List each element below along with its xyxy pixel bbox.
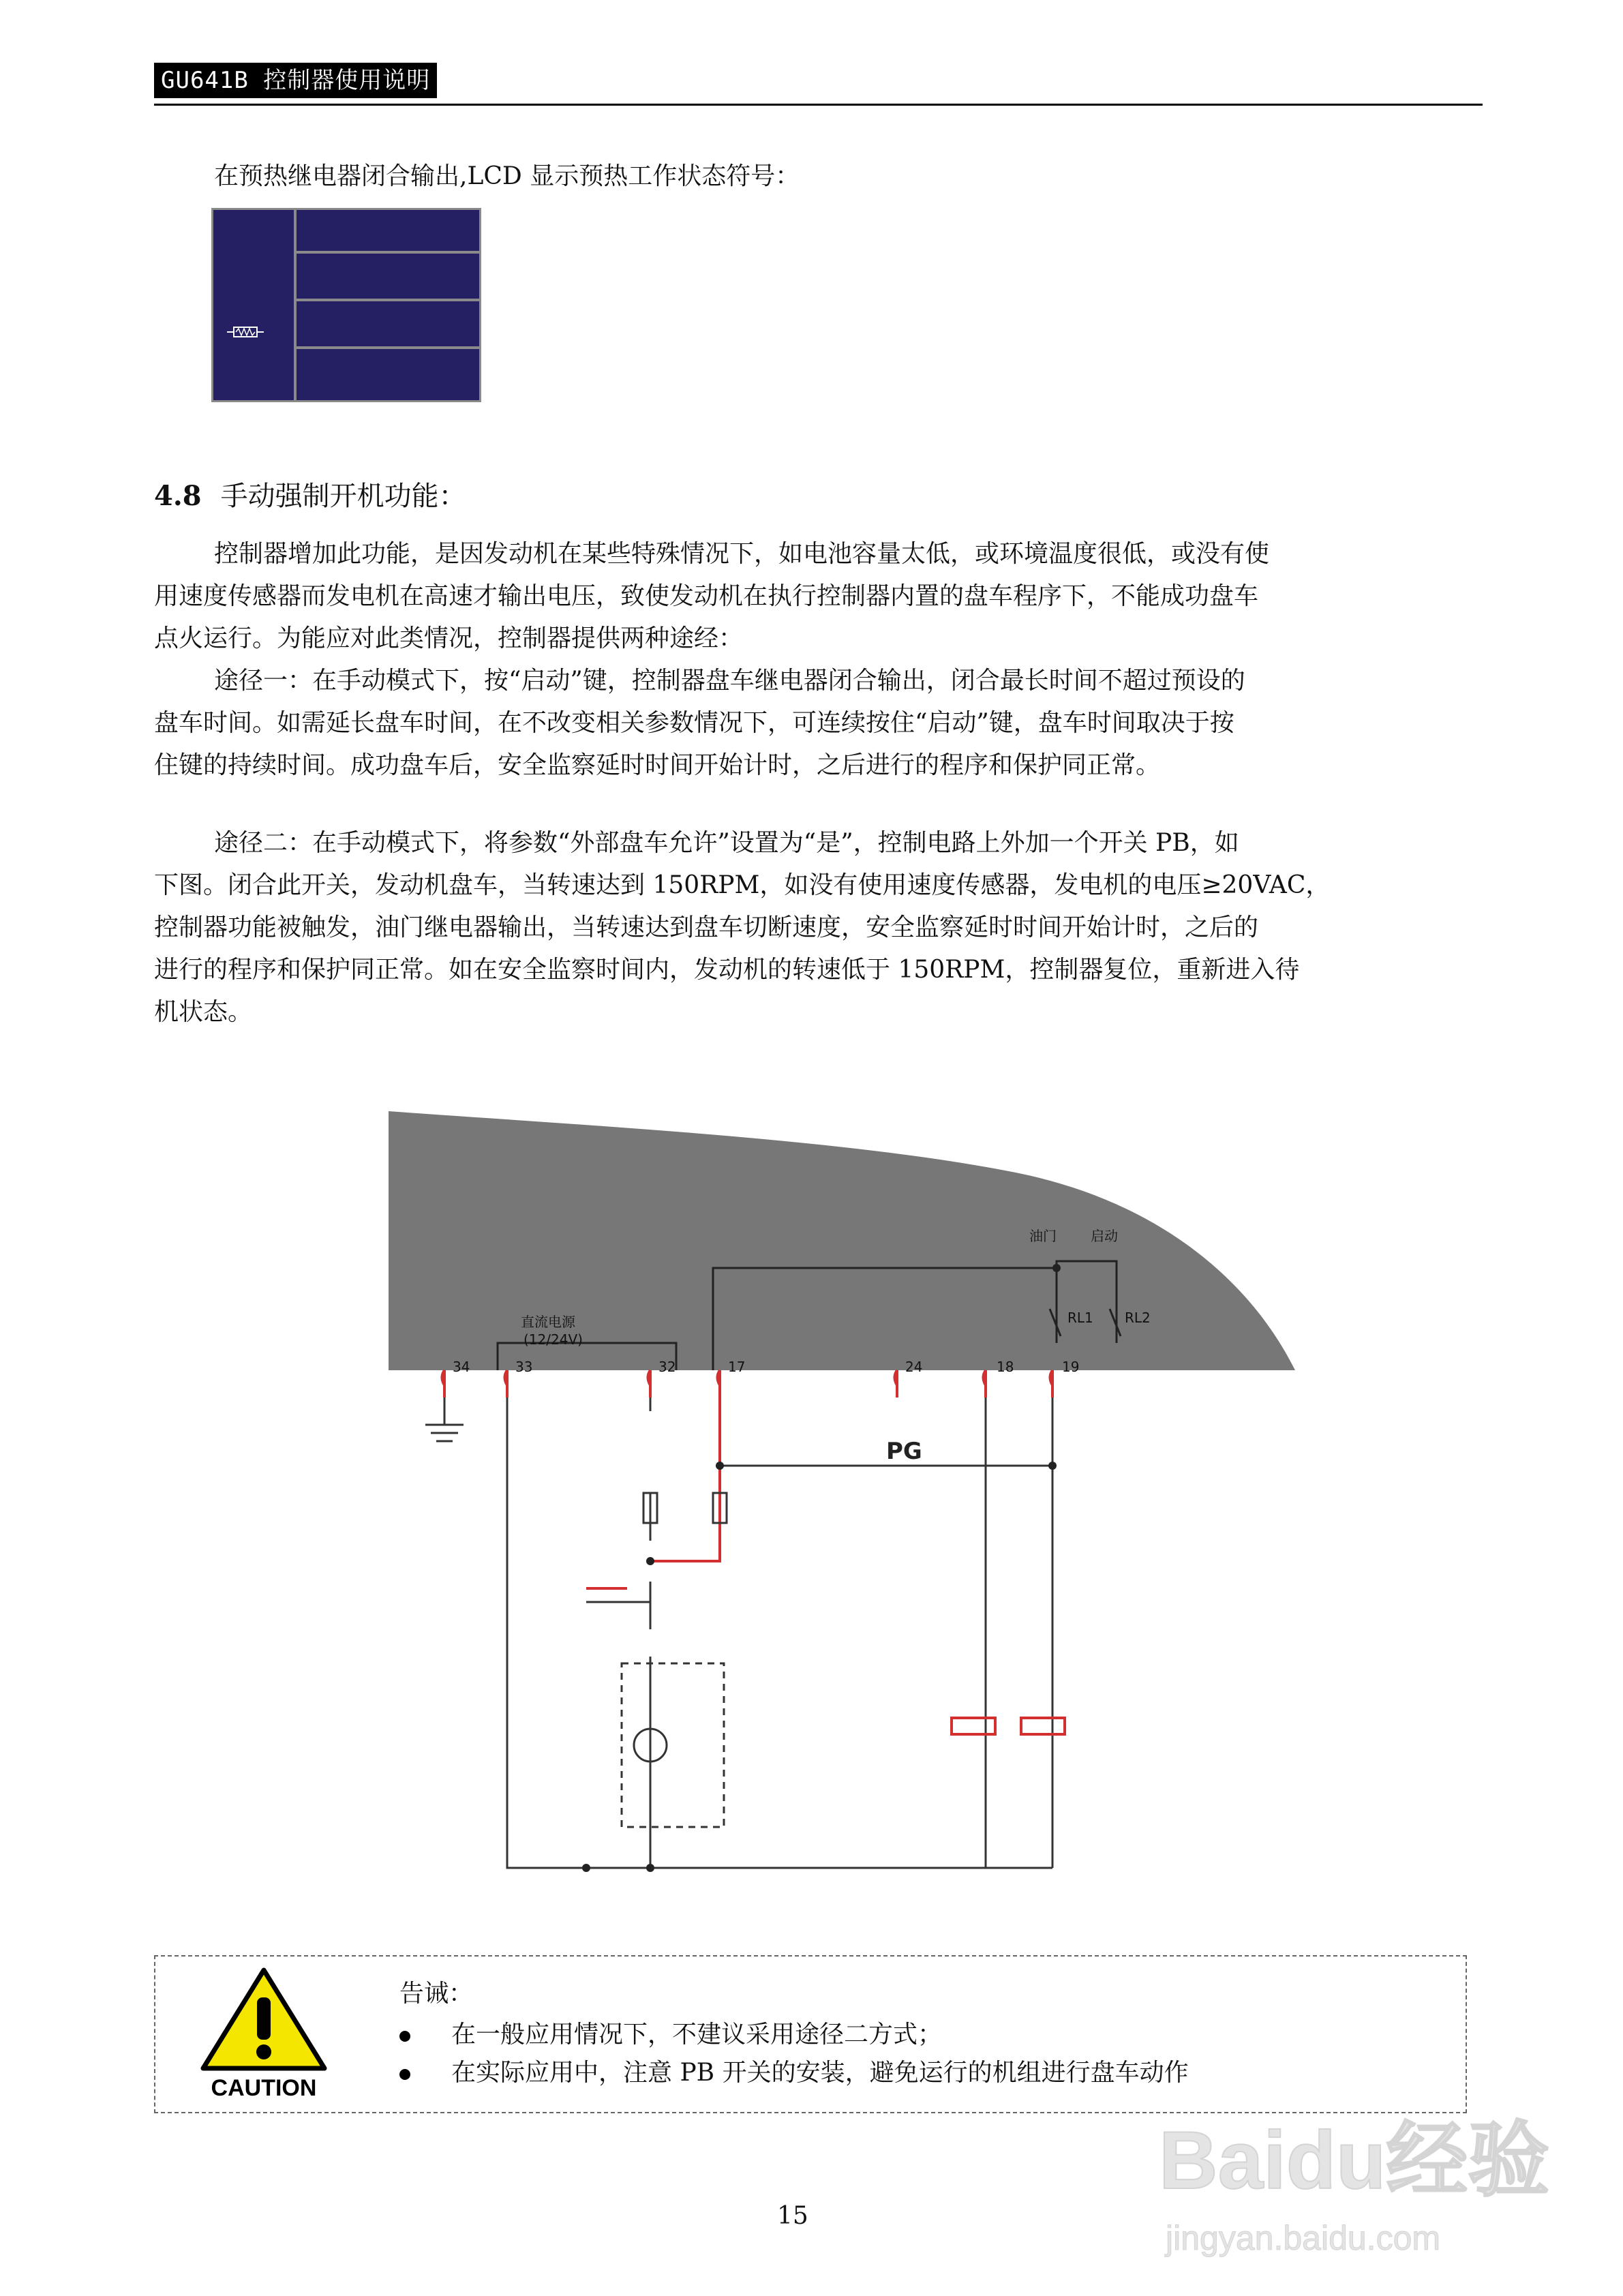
terminal-label: 19 [1062,1359,1080,1375]
lcd-divider [294,210,297,400]
paragraph-line: 机状态。 [154,998,253,1026]
bullet-icon [399,2031,410,2042]
bullet-icon [399,2069,410,2080]
lcd-display [211,208,481,402]
caution-warning-icon [200,1966,327,2102]
lcd-row-divider [297,251,479,254]
terminal-label: 24 [905,1359,923,1375]
section-number: 4.8 [154,480,202,512]
switch-label: PG [886,1438,922,1465]
paragraph-line: 点火运行。为能应对此类情况，控制器提供两种途经： [154,624,744,652]
section-heading [154,476,466,517]
terminal-label: 34 [453,1359,470,1375]
paragraph-line: 下图。闭合此开关，发动机盘车，当转速达到 150RPM，如没有使用速度传感器，发电机的电压≥20VAC， [154,871,1331,899]
lcd-row-divider [297,299,479,301]
relay-label: RL2 [1125,1310,1151,1326]
terminal-label: 18 [997,1359,1014,1375]
power-label: 直流电源 [521,1314,575,1330]
paragraph-line: 途径二：在手动模式下，将参数“外部盘车允许”设置为“是”，控制电路上外加一个开关 PB，如 [214,829,1239,857]
paragraph-line: 控制器增加此功能，是因发动机在某些特殊情况下，如电池容量太低，或环境温度很低，或没有使 [214,540,1270,568]
paragraph-line: 进行的程序和保护同正常。如在安全监察时间内，发动机的转速低于 150RPM，控制器复位，重新进入待 [154,956,1300,984]
power-sublabel: (12/24V) [524,1331,583,1348]
caution-item-text: 在一般应用情况下，不建议采用途径二方式； [451,2021,943,2049]
preheat-resistor-icon [227,324,264,339]
section-title: 手动强制开机功能： [220,481,466,512]
paragraph-line: 住键的持续时间。成功盘车后，安全监察延时时间开始计时，之后进行的程序和保护同正常。 [154,751,1161,779]
relay-top-label: 启动 [1091,1228,1118,1244]
relay-label: RL1 [1067,1310,1093,1326]
caution-item-text: 在实际应用中，注意 PB 开关的安装，避免运行的机组进行盘车动作 [451,2059,1189,2087]
watermark-url: jingyan.baidu.com [1166,2219,1441,2257]
paragraph-line: 控制器功能被触发，油门继电器输出，当转速达到盘车切断速度，安全监察延时时间开始计时，之后的 [154,913,1259,941]
caution-title: 告诫： [399,1980,474,2008]
intro-text: 在预热继电器闭合输出,LCD 显示预热工作状态符号： [214,162,800,190]
terminal-label: 17 [728,1359,746,1375]
paragraph-line: 用速度传感器而发电机在高速才输出电压，致使发动机在执行控制器内置的盘车程序下，不能成功盘车 [154,582,1259,610]
caution-item [399,2018,942,2052]
page-number: 15 [777,2202,808,2230]
terminal-label: 33 [515,1359,533,1375]
caution-icon-label: CAUTION [211,2075,317,2101]
caution-box [154,1955,1467,2113]
relay-top-label: 油门 [1029,1228,1057,1244]
paragraph-line: 盘车时间。如需延长盘车时间，在不改变相关参数情况下，可连续按住“启动”键，盘车时间取决于按 [154,709,1234,737]
caution-item [399,2056,1189,2090]
document-header-title: GU641B 控制器使用说明 [154,63,437,98]
watermark-logo [1159,2093,1554,2270]
terminal-markers [442,1370,1053,1398]
starter-motor-box [622,1663,724,1827]
paragraph-line: 途径一：在手动模式下，按“启动”键，控制器盘车继电器闭合输出，闭合最长时间不超过预设的 [214,667,1245,695]
header-rule [154,104,1483,106]
watermark-brand: Baidu经验 [1159,2115,1550,2206]
terminal-label: 32 [658,1359,676,1375]
wiring-diagram [368,1098,1309,1902]
lcd-row-divider [297,346,479,349]
